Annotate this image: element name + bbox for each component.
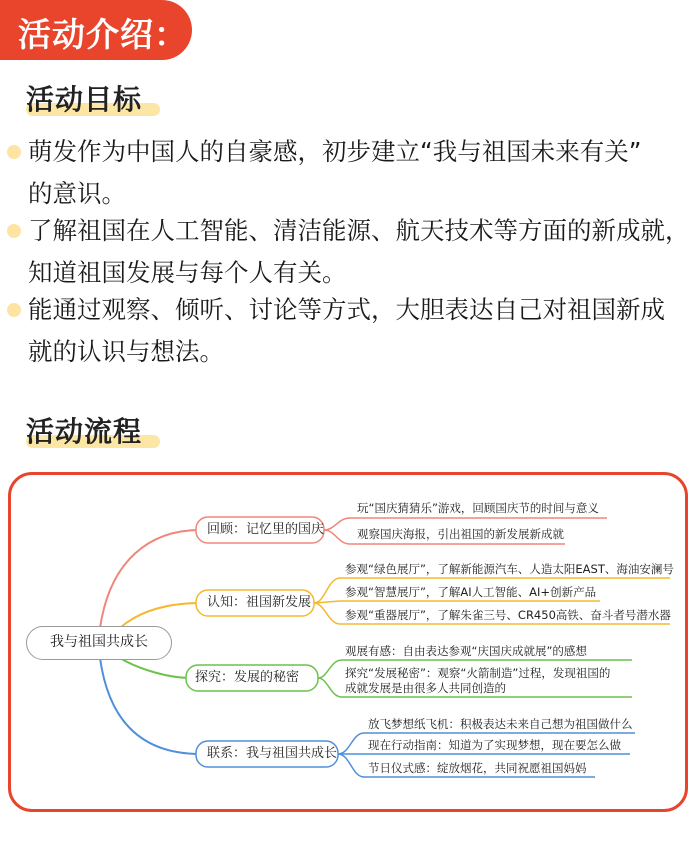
goal-2-line-1: 了解祖国在人工智能、清洁能源、航天技术等方面的新成就，	[28, 216, 690, 245]
leaf-connector	[338, 754, 364, 777]
leaf-1-2: 观察国庆海报，引出祖国的新发展新成就	[357, 527, 564, 541]
branch-connector-1	[100, 530, 200, 628]
branch-connector-3	[120, 658, 190, 678]
goal-2-line-2: 知道祖国发展与每个人有关。	[28, 258, 347, 287]
category-label-2: 认知：祖国新发展	[207, 595, 312, 610]
branch-connector-4	[100, 658, 200, 754]
leaf-connector	[314, 578, 340, 603]
leaf-3-3: 成就发展是由很多人共同创造的	[345, 681, 506, 695]
leaf-4-3: 节日仪式感：绽放烟花，共同祝愿祖国妈妈	[368, 761, 587, 775]
leaf-1-1: 玩“国庆猜猜乐”游戏，回顾国庆节的时间与意义	[357, 501, 599, 515]
leaf-2-2: 参观“智慧展厅”，了解AI人工智能、AI+创新产品	[345, 585, 597, 599]
leaf-connector	[318, 678, 342, 697]
leaf-3-2: 探究“发展秘密”：观察“火箭制造”过程，发现祖国的	[345, 666, 611, 680]
leaf-connector	[338, 733, 364, 754]
goal-1-line-2: 的意识。	[28, 179, 126, 208]
leaf-4-2: 现在行动指南：知道为了实现梦想，现在要怎么做	[368, 738, 621, 752]
leaf-2-3: 参观“重器展厅”，了解朱雀三号、CR450高铁、奋斗者号潜水器	[345, 608, 671, 622]
leaf-connector	[318, 660, 342, 678]
category-label-4: 联系：我与祖国共成长	[207, 746, 338, 761]
category-label-1: 回顾：记忆里的国庆	[207, 522, 325, 537]
goal-3-line-1: 能通过观察、倾听、讨论等方式，大胆表达自己对祖国新成	[28, 295, 665, 324]
leaf-4-1: 放飞梦想纸飞机：积极表达未来自己想为祖国做什么	[368, 717, 633, 731]
goal-3-line-2: 就的认识与想法。	[28, 337, 224, 366]
mindmap-root: 我与祖国共成长	[26, 626, 172, 660]
category-label-3: 探究：发展的秘密	[195, 670, 300, 685]
leaf-connector	[324, 530, 350, 544]
leaf-3-1: 观展有感：自由表达参观“庆国庆成就展”的感想	[345, 644, 587, 658]
goals-title-text: 活动目标	[26, 83, 143, 116]
leaf-connector	[324, 518, 350, 530]
header-title: 活动介绍：	[18, 15, 188, 54]
branch-connector-2	[120, 603, 200, 628]
leaf-2-1: 参观“绿色展厅”，了解新能源汽车、人造太阳EAST、海油安澜号	[345, 562, 674, 576]
process-title-text: 活动流程	[26, 415, 143, 448]
leaf-connector	[314, 603, 340, 624]
goal-1-line-1: 萌发作为中国人的自豪感，初步建立“我与祖国未来有关”	[28, 137, 642, 166]
